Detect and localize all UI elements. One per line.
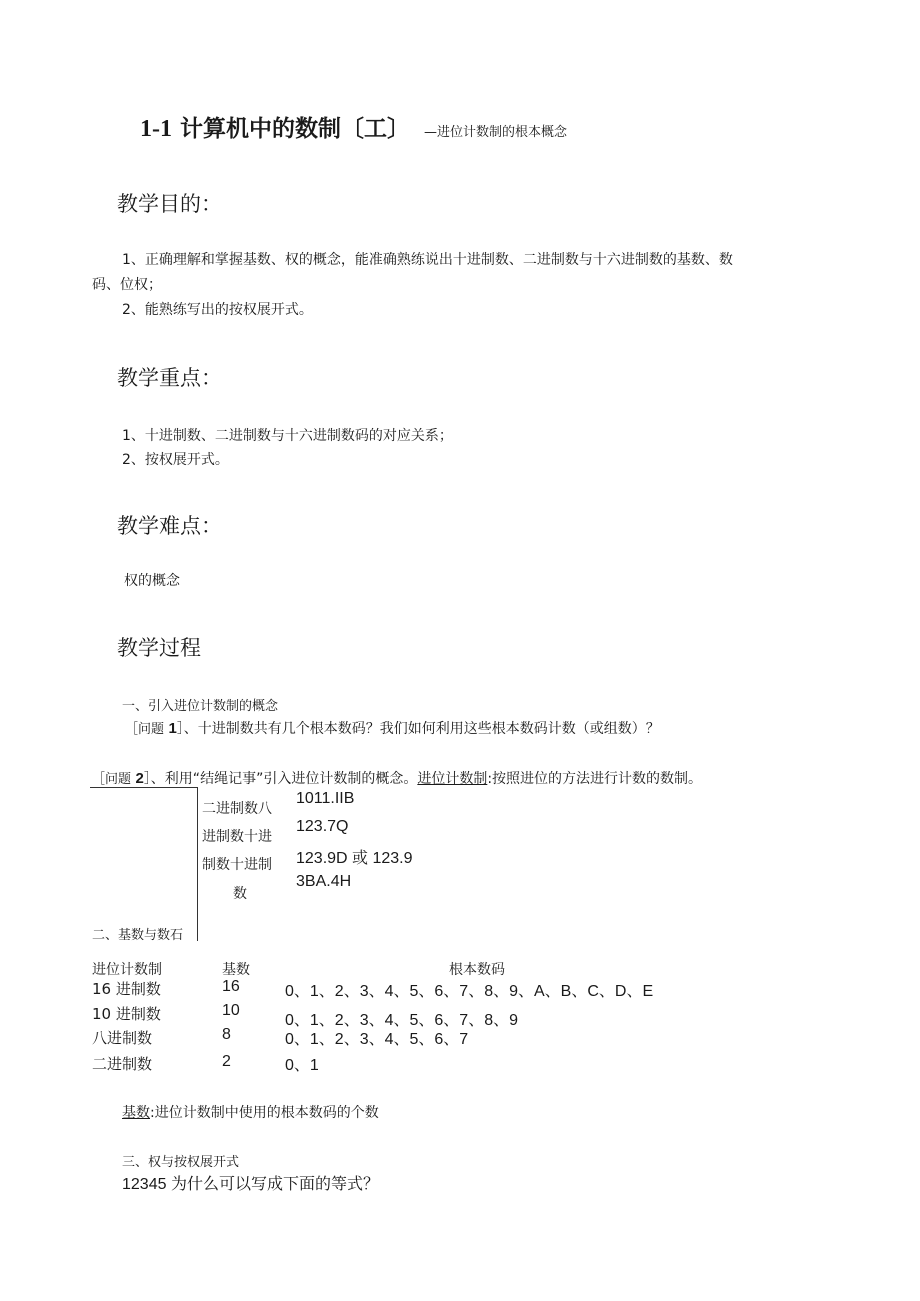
notation-left-3: 制数十进制 <box>202 857 272 873</box>
question-2 <box>92 768 702 788</box>
table-row-1-base: 16 <box>222 978 240 995</box>
focus-item-1: 1、十进制数、二进制数与十六进制数码的对应关系； <box>122 428 453 444</box>
title-text: 计算机中的数制〔工〕 <box>180 116 411 142</box>
section-2-heading: 二、基数与数石 <box>92 928 184 943</box>
base-definition-term: 基数 <box>122 1105 150 1121</box>
table-header-system: 进位计数制 <box>92 962 162 978</box>
difficulty-text: 权的概念 <box>124 573 180 589</box>
notation-right-2: 123.7Q <box>296 818 349 835</box>
section-3-question <box>122 1171 379 1194</box>
objectives-heading: 教学目的： <box>117 192 222 216</box>
objective-item-1-cont: 码、位权； <box>92 277 162 293</box>
focus-heading: 教学重点： <box>117 366 222 390</box>
table-row-1-digits: 0、1、2、3、4、5、6、7、8、9、A、B、C、D、E <box>285 983 654 1000</box>
table-row-3-base: 8 <box>222 1026 231 1043</box>
page-title <box>140 110 567 143</box>
table-row-1-system: 16 进制数 <box>92 980 161 998</box>
table-row-2-base: 10 <box>222 1002 240 1019</box>
table-row-2-system: 10 进制数 <box>92 1005 161 1023</box>
question-1-prefix: ［问题 <box>125 722 165 737</box>
question-2-definition: :按照进位的方法进行计数的数制。 <box>487 771 703 787</box>
question-2-number: 2 <box>135 770 144 787</box>
objective-item-2: 2、能熟练写出的按权展开式。 <box>122 302 313 318</box>
table-row-4-system: 二进制数 <box>92 1055 153 1073</box>
question-1 <box>125 718 660 738</box>
notation-left-4: 数 <box>233 886 247 902</box>
question-1-number: 1 <box>168 720 177 737</box>
difficulty-heading: 教学难点： <box>117 514 222 538</box>
question-1-text: ］、十进制数共有几个根本数码？我们如何利用这些根本数码计数（或组数）？ <box>176 721 660 737</box>
table-row-4-digits: 0、1 <box>285 1057 319 1074</box>
title-subtitle: —进位计数制的根本概念 <box>424 125 568 140</box>
question-2-prefix: ［问题 <box>92 772 132 787</box>
notation-left-1: 二进制数八 <box>202 801 272 817</box>
process-heading: 教学过程 <box>117 636 201 660</box>
table-header-digits: 根本数码 <box>449 962 505 978</box>
title-number: 1-1 <box>140 116 172 142</box>
section-1-heading: 一、引入进位计数制的概念 <box>122 699 279 714</box>
notation-right-1: 1011.IIB <box>296 790 355 807</box>
section-3-heading: 三、权与按权展开式 <box>122 1155 240 1170</box>
base-definition-text: :进位计数制中使用的根本数码的个数 <box>150 1105 379 1121</box>
question-2-term: 进位计数制 <box>417 771 488 787</box>
table-row-3-digits: 0、1、2、3、4、5、6、7 <box>285 1031 469 1048</box>
focus-item-2: 2、按权展开式。 <box>122 452 229 468</box>
table-row-2-digits: 0、1、2、3、4、5、6、7、8、9 <box>285 1012 518 1029</box>
bracket-vertical-line <box>197 787 198 941</box>
table-row-3-system: 八进制数 <box>92 1029 153 1047</box>
base-definition <box>122 1102 379 1122</box>
table-header-base: 基数 <box>222 962 250 978</box>
notation-left-2: 进制数十进 <box>202 829 272 845</box>
bracket-top-line <box>90 787 198 788</box>
section-3-question-text: 12345 为什么可以写成下面的等式？ <box>122 1176 379 1193</box>
objective-item-1: 1、正确理解和掌握基数、权的概念，能准确熟练说出十进制数、二进制数与十六进制数的基数、数 <box>122 252 733 268</box>
notation-right-3: 123.9D 或 123.9 <box>296 850 413 867</box>
table-row-4-base: 2 <box>222 1053 231 1070</box>
notation-right-4: 3BA.4H <box>296 873 352 890</box>
question-2-text: ］、利用“结绳记事”引入进位计数制的概念。 <box>143 771 418 787</box>
